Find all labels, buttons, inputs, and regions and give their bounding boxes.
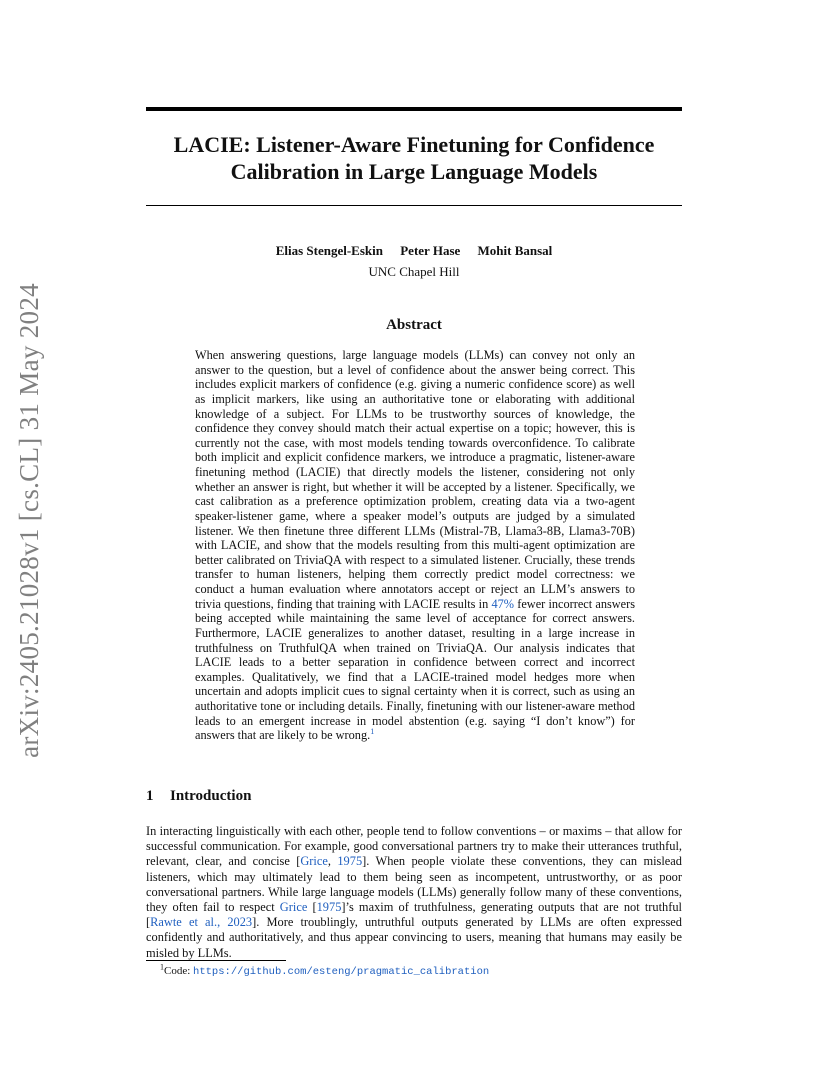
paper-title [146,131,682,185]
intro-text: ]. When people violate these conventions, they can mislead listeners, which may ultimately lead to them being seen as incompetent, untrustworthy, or as poor conversational partners. While large language models (LLMs) generally follow many of these conventions, they often fail to respect [146,854,682,915]
affiliation: UNC Chapel Hill [368,264,460,279]
citation-link-grice-year[interactable]: 1975 [337,854,363,869]
title-bottom-rule [146,205,682,206]
title-top-rule [146,107,682,111]
footnote-label: Code: [164,965,194,977]
abstract-text-part-1: When answering questions, large language models (LLMs) can convey not only an answer to the question, but a level of confidence about the answer being correct. This includes explicit markers of confidence (e.g. giving a numeric confidence score) as well as implicit markers, like using an authoritative tone or elaborating with additional knowledge of a subject. For LLMs to be trustworthy sources of knowledge, the confidence they convey should match their actual expertise on a topic; however, this is currently not the case, with most models tending towards overconfidence. To calibrate both implicit and explicit confidence markers, we introduce a pragmatic, listener-aware finetuning method (LACIE) that directly models the listener, considering not only whether an answer is right, but whether it will be accepted by a listener. Specifically, we cast calibration as a preference optimization problem, creating data via a two-agent speaker-listener game, where a speaker model’s outputs are judged by a simulated listener. We then finetune three different LLMs (Mistral-7B, Llama3-8B, Llama3-70B) with LACIE, and show that the models resulting from this multi-agent optimization are better calibrated on TriviaQA with respect to a simulated listener. Crucially, these trends transfer to human listeners, helping them correctly predict model correctness: we conduct a human evaluation where annotators accept or reject an LLM’s answers to trivia questions, finding that training with LACIE results in [195,348,635,611]
citation-link-grice[interactable]: Grice [279,900,308,915]
abstract-text-part-2: fewer incorrect answers being accepted while maintaining the same level of acceptance for correct answers. Furthermore, LACIE generalizes to another dataset, resulting in a large increase in truthfulness on TruthfulQA when trained on TriviaQA. Our analysis indicates that LACIE leads to a better separation in confidence between correct and incorrect examples. Qualitatively, we find that a LACIE-trained model hedges more when uncertain and adopts implicit cues to signal certainty when it is correct, such as using an authoritative tone or including details. Finally, finetuning with our listener-aware method leads to an emergent increase in model abstention (e.g. saying “I don’t know”) for answers that are likely to be wrong. [195,596,636,743]
abstract-body [195,348,635,743]
intro-text: ]. More troublingly, untruthful outputs generated by LLMs are often expressed confidently and authoritatively, and thus appear convincing to users, meaning that humans may easily be misled by LLMs. [146,915,683,960]
introduction-paragraph [146,824,682,961]
footnote-marker-link[interactable]: 1 [370,727,375,737]
arxiv-identifier-text: arXiv:2405.21028v1 [cs.CL] 31 May 2024 [13,282,44,758]
footnote [160,962,680,978]
author-name: Mohit Bansal [477,243,553,258]
author-name: Peter Hase [400,243,461,258]
citation-link-rawte[interactable]: Rawte et al., 2023 [150,915,253,930]
intro-text: In interacting linguistically with each other, people tend to follow conventions – or maxims – that allow for successful communication. For example, good conversational partners try to make their utterances truthful, relevant, clear, and concise [ [146,824,682,869]
code-url-link[interactable]: https://github.com/esteng/pragmatic_calibration [193,966,490,978]
title-line-2: Calibration in Large Language Models [230,159,598,184]
title-line-1: LACIE: Listener-Aware Finetuning for Confidence [173,132,655,157]
intro-text: ]’s maxim of truthfulness, generating outputs that are not truthful [ [146,900,682,930]
abstract-percent-value: 47% [491,596,515,611]
section-number: 1 [146,788,154,804]
author-name: Elias Stengel-Eskin [275,243,383,258]
footnote-rule [146,960,286,961]
section-title: Introduction [170,788,252,804]
footnote-number: 1 [160,962,164,972]
section-heading-introduction [146,788,682,805]
arxiv-identifier-stamp [4,280,54,760]
intro-text: , [327,854,338,869]
abstract-heading: Abstract [386,317,442,333]
author-list [146,243,682,259]
intro-text: [ [307,900,317,915]
citation-link-grice[interactable]: Grice [300,854,328,869]
citation-link-grice-year[interactable]: 1975 [316,900,342,915]
